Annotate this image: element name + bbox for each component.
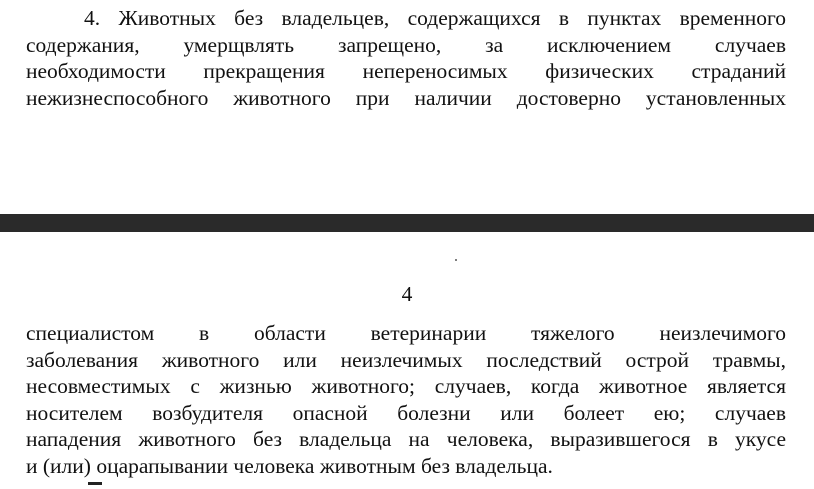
text-line: заболевания животного или неизлечимых последствий острой травмы, [26, 347, 786, 372]
text-line: нежизнеспособного животного при наличии достоверно установленных [26, 85, 786, 110]
document-page-bottom [0, 232, 814, 489]
text-line: специалистом в области ветеринарии тяжелого неизлечимого [26, 321, 786, 345]
document-page-top [0, 0, 814, 214]
text-line: необходимости прекращения непереносимых физических страданий [26, 59, 786, 84]
text-line: 4. Животных без владельцев, содержащихся в пунктах временного [84, 6, 786, 30]
scan-artifact [455, 259, 457, 261]
paragraph-continuation [26, 320, 786, 480]
text-line: носителем возбудителя опасной болезни или болеет ею; случаев [26, 400, 786, 425]
page-separator [0, 214, 814, 232]
text-line: несовместимых с жизнью животного; случаев, когда животное является [26, 374, 786, 399]
text-line: содержания, умерщвлять запрещено, за исключением случаев [26, 32, 786, 57]
cut-off-text-fragment [86, 477, 106, 489]
page-number: 4 [401, 282, 413, 306]
text-line: нападения животного без владельца на человека, выразившегося в укусе [26, 427, 786, 452]
text-line: и (или) оцарапывании человека животным без владельца. [26, 453, 553, 478]
paragraph-4 [26, 5, 786, 111]
